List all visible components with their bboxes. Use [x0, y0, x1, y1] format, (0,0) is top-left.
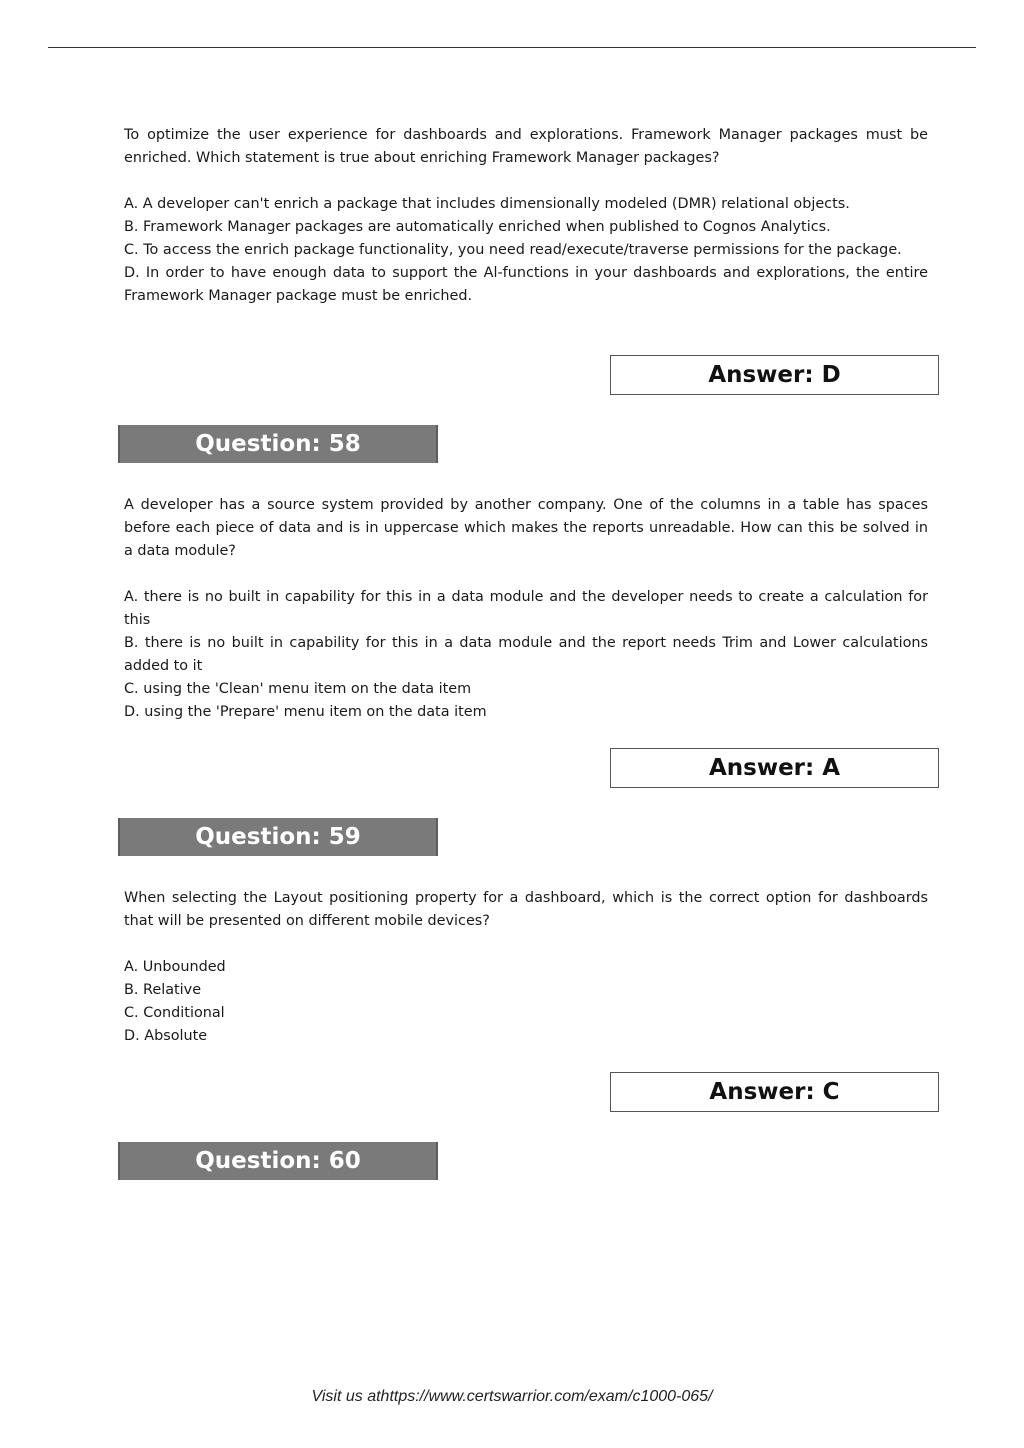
- question-58-option-b: B. there is no built in capability for this in a data module and the report needs Trim and Lower calculations added to it: [124, 635, 928, 674]
- question-57-option-d: D. In order to have enough data to support the Al-functions in your dashboards and explorations, the entire Framework Manager package must be enriched.: [124, 265, 928, 304]
- question-58-option-c: C. using the 'Clean' menu item on the data item: [124, 681, 472, 697]
- question-57-stem: To optimize the user experience for dashboards and explorations. Framework Manager packages must be enriched. Which statement is true about enriching Framework Manager packages?: [124, 127, 928, 166]
- question-58-option-a: A. there is no built in capability for this in a data module and the developer needs to create a calculation for this: [124, 589, 928, 628]
- question-59-stem: When selecting the Layout positioning property for a dashboard, which is the correct option for dashboards that will be presented on different mobile devices?: [124, 890, 928, 929]
- footer-visit-link[interactable]: Visit us athttps://www.certswarrior.com/exam/c1000-065/: [311, 1388, 713, 1405]
- question-header-59: Question: 59: [118, 818, 438, 856]
- question-57-option-b: B. Framework Manager packages are automatically enriched when published to Cognos Analytics.: [124, 219, 831, 235]
- top-rule: [48, 47, 976, 48]
- question-57-option-c: C. To access the enrich package functionality, you need read/execute/traverse permissions for the package.: [124, 242, 902, 258]
- question-header-58: Question: 58: [118, 425, 438, 463]
- question-59-option-a: A. Unbounded: [124, 959, 226, 975]
- question-58-stem: A developer has a source system provided by another company. One of the columns in a table has spaces before each piece of data and is in uppercase which makes the reports unreadable. How can this be solved in a data module?: [124, 497, 928, 559]
- question-58-body: [124, 494, 928, 724]
- question-59-option-c: C. Conditional: [124, 1005, 225, 1021]
- question-59-body: [124, 887, 928, 1048]
- question-59-option-d: D. Absolute: [124, 1028, 208, 1044]
- answer-box-58: Answer: A: [610, 748, 939, 788]
- answer-box-57: Answer: D: [610, 355, 939, 395]
- answer-box-59: Answer: C: [610, 1072, 939, 1112]
- question-57-body: [124, 124, 928, 308]
- question-58-option-d: D. using the 'Prepare' menu item on the data item: [124, 704, 487, 720]
- question-header-60: Question: 60: [118, 1142, 438, 1180]
- question-59-option-b: B. Relative: [124, 982, 202, 998]
- question-57-option-a: A. A developer can't enrich a package that includes dimensionally modeled (DMR) relational objects.: [124, 196, 850, 212]
